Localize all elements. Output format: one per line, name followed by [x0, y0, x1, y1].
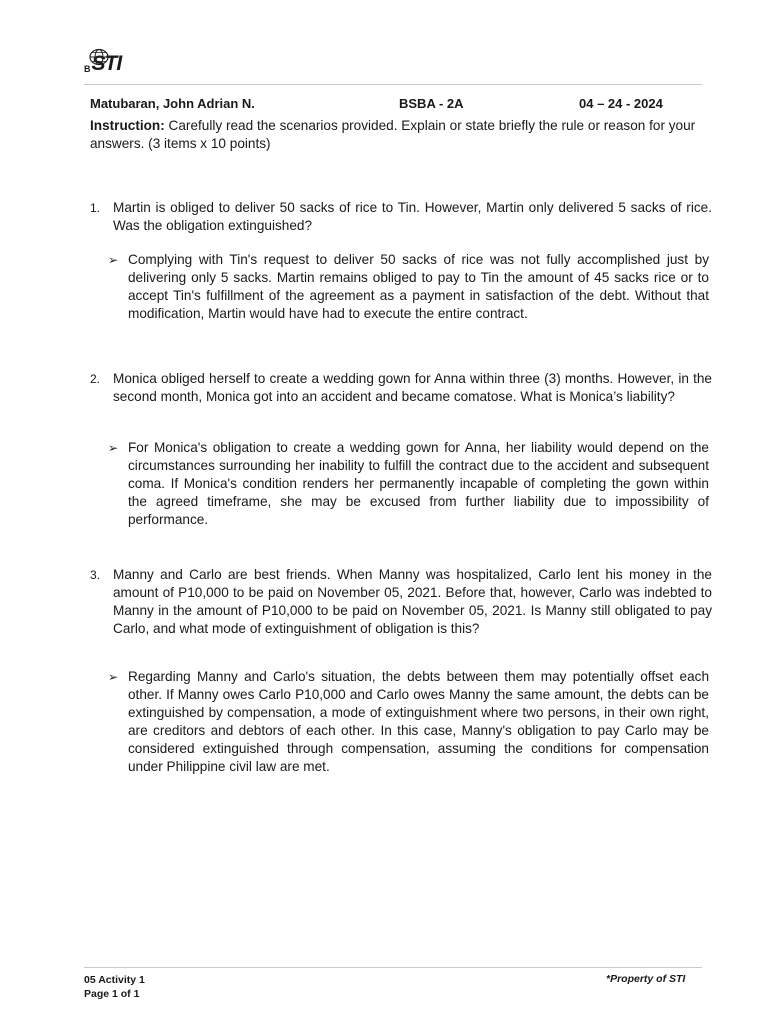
question-item-2 [90, 370, 712, 406]
course-section: BSBA - 2A [399, 96, 464, 111]
question-text: Martin is obliged to deliver 50 sacks of rice to Tin. However, Martin only delivered 5 sacks of rice. Was the obligation extinguished? [113, 200, 712, 233]
answer-item-2 [108, 439, 709, 529]
student-name: Matubaran, John Adrian N. [90, 96, 255, 111]
question-text: Manny and Carlo are best friends. When Manny was hospitalized, Carlo lent his money in the amount of P10,000 to be paid on November 05, 2021. Before that, however, Carlo was indebted to Manny in the amount of P10,000 to be paid on November 05, 2021. Is Manny still obligated to pay Carlo, and what mode of extinguishment of obligation is this? [113, 567, 712, 636]
arrow-bullet-icon: ➢ [108, 670, 119, 684]
answer-text: Regarding Manny and Carlo's situation, the debts between them may potentially offset each other. If Manny owes Carlo P10,000 and Carlo owes Manny the same amount, the debts can be extinguished by compensation, a mode of extinguishment where two persons, in their own right, are creditors and debtors of each other. In this case, Manny's obligation to pay Carlo may be considered extinguished through compensation, assuming the conditions for compensation under Philippine civil law are met. [128, 669, 709, 774]
logo-prefix: B [84, 64, 91, 74]
question-text: Monica obliged herself to create a wedding gown for Anna within three (3) months. However, in the second month, Monica got into an accident and became comatose. What is Monica’s liability? [113, 371, 712, 404]
question-item-1 [90, 199, 712, 235]
question-number: 2. [90, 372, 101, 386]
question-number: 1. [90, 201, 101, 215]
answer-item-3 [108, 668, 709, 776]
student-header [90, 96, 702, 114]
logo-mark: STI [91, 52, 122, 75]
instruction-label: Instruction: [90, 118, 165, 133]
submission-date: 04 – 24 - 2024 [579, 96, 663, 111]
question-item-3 [90, 566, 712, 638]
instruction-text: Carefully read the scenarios provided. Explain or state briefly the rule or reason for your answers. (3 items x 10 points) [90, 118, 696, 151]
answer-item-1 [108, 251, 709, 323]
footer-info [84, 973, 145, 1001]
arrow-bullet-icon: ➢ [108, 253, 119, 267]
activity-label: 05 Activity 1 [84, 974, 145, 986]
page-number: Page 1 of 1 [84, 988, 140, 1000]
header-divider [84, 84, 702, 85]
property-notice: *Property of STI [606, 973, 686, 985]
question-number: 3. [90, 568, 101, 582]
footer-divider [84, 967, 702, 968]
answer-text: Complying with Tin's request to deliver 50 sacks of rice was not fully accomplished just by delivering only 5 sacks. Martin remains obliged to pay to Tin the amount of 45 sacks rice or to accept Tin's fulfillment of the agreement as a payment in satisfaction of the debt. Without that modification, Martin would have had to execute the entire contract. [128, 252, 709, 321]
sti-logo [84, 52, 121, 76]
arrow-bullet-icon: ➢ [108, 441, 119, 455]
instruction-block [90, 117, 712, 153]
globe-icon [88, 48, 110, 66]
answer-text: For Monica's obligation to create a wedding gown for Anna, her liability would depend on the circumstances surrounding her inability to fulfill the contract due to the accident and subsequent coma. If Monica's condition renders her permanently incapable of completing the gown within the agreed timeframe, she may be excused from further liability due to impossibility of performance. [128, 440, 709, 527]
